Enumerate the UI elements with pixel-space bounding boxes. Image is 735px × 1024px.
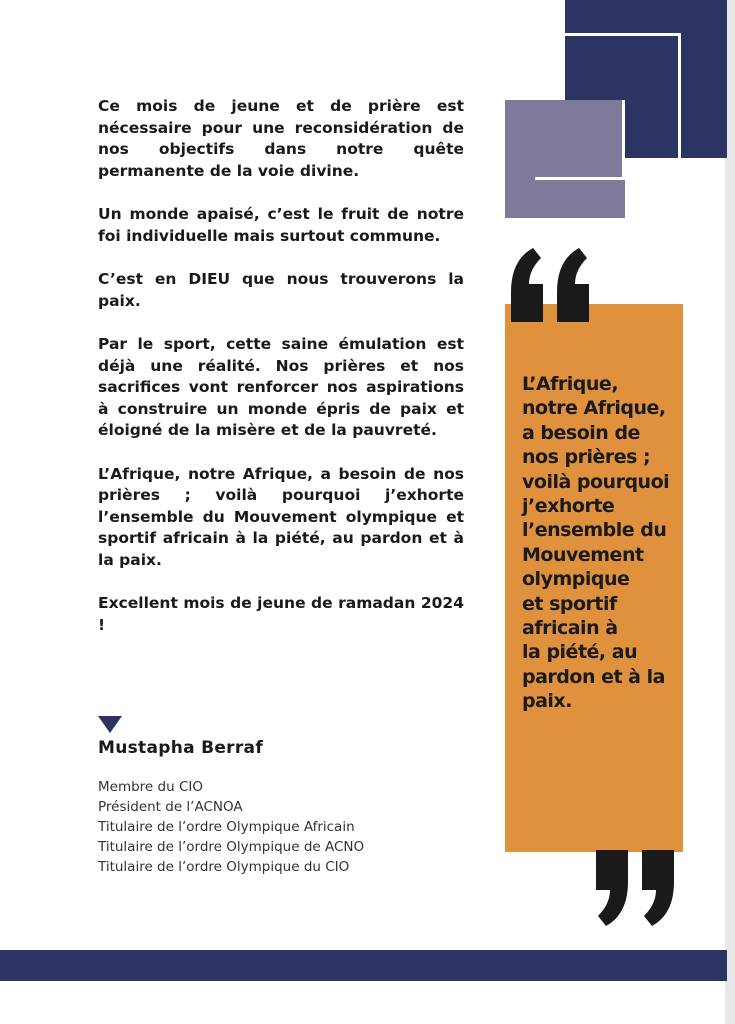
signature-title: Président de l’ACNOA bbox=[98, 799, 243, 815]
signature-title: Membre du CIO bbox=[98, 779, 203, 795]
body-paragraph: C’est en DIEU que nous trouverons la paix. bbox=[98, 270, 464, 310]
pull-quote-line: l’ensemble du bbox=[522, 519, 667, 542]
pull-quote-line: Mouvement bbox=[522, 543, 644, 566]
pull-quote-line: nos prières ; bbox=[522, 446, 651, 469]
pull-quote-line: pardon et à la bbox=[522, 665, 665, 688]
close-quote-icon bbox=[590, 848, 686, 928]
pull-quote-line: L’Afrique, bbox=[522, 373, 619, 395]
pull-quote-line: paix. bbox=[522, 690, 572, 713]
pull-quote-text bbox=[522, 372, 682, 714]
open-quote-icon bbox=[505, 246, 601, 326]
pull-quote-line: la piété, au bbox=[522, 641, 638, 664]
signature-titles bbox=[98, 777, 438, 877]
body-paragraph-closing: Excellent mois de jeune de ramadan 2024 ! bbox=[98, 594, 464, 634]
signature-title: Titulaire de l’ordre Olympique de ACNO bbox=[98, 839, 365, 855]
body-paragraph: L’Afrique, notre Afrique, a besoin de nos prières ; voilà pourquoi j’exhorte l’ensemble du Mouvement olympique et sportif africain à la piété, au pardon et à la paix. bbox=[98, 464, 464, 569]
signature-title: Titulaire de l’ordre Olympique du CIO bbox=[98, 859, 350, 875]
pull-quote-line: olympique bbox=[522, 568, 630, 591]
body-paragraph: Un monde apaisé, c’est le fruit de notre foi individuelle mais surtout commune. bbox=[98, 205, 464, 245]
signature-title: Titulaire de l’ordre Olympique Africain bbox=[98, 819, 355, 835]
signature-name: Mustapha Berraf bbox=[98, 738, 264, 758]
pull-quote-line: et sportif bbox=[522, 592, 617, 615]
body-paragraph: Par le sport, cette saine émulation est déjà une réalité. Nos prières et nos sacrifices vont renforcer nos aspirations à construire un monde épris de paix et éloigné de la misère et de la pauvreté. bbox=[98, 335, 464, 439]
pull-quote-line: j’exhorte bbox=[522, 495, 615, 518]
pull-quote-line: notre Afrique, bbox=[522, 397, 666, 420]
pull-quote-line: a besoin de bbox=[522, 421, 640, 444]
pull-quote-line: africain à bbox=[522, 617, 618, 640]
body-paragraph: Ce mois de jeune et de prière est nécessaire pour une reconsidération de nos objectifs dans notre quête permanente de la voie divine. bbox=[98, 97, 464, 180]
pull-quote-line: voilà pourquoi bbox=[522, 470, 670, 493]
footer-bar bbox=[0, 950, 727, 981]
triangle-down-icon bbox=[98, 716, 122, 733]
letter-body bbox=[98, 96, 464, 636]
decor-outline-corner bbox=[535, 100, 625, 180]
